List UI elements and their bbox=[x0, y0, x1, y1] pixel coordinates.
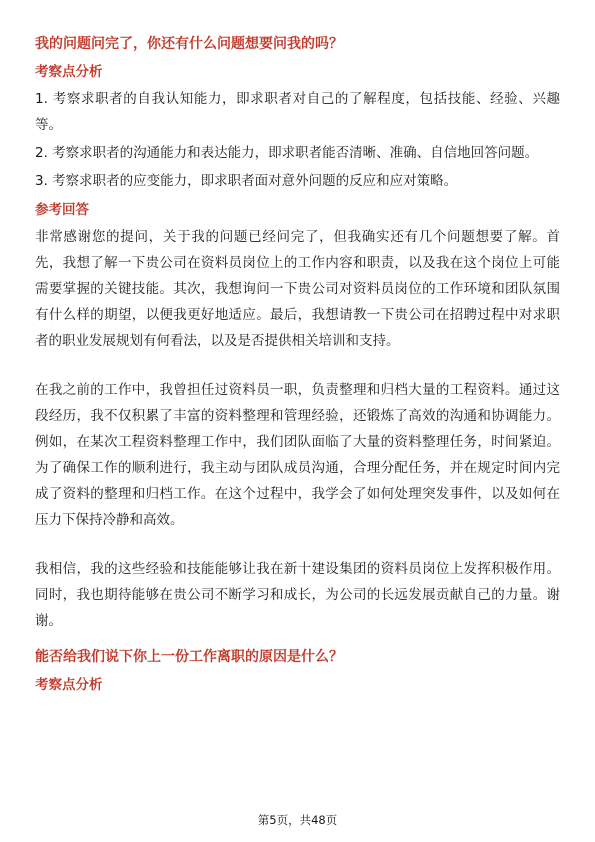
answer-paragraph: 我相信，我的这些经验和技能能够让我在新十建设集团的资料员岗位上发挥积极作用。同时，我也期待能够在贵公司不断学习和成长，为公司的长远发展贡献自己的力量。谢谢。 bbox=[35, 561, 560, 629]
question-title: 能否给我们说下你上一份工作离职的原因是什么？ bbox=[35, 649, 343, 665]
answer-paragraph: 非常感谢您的提问，关于我的问题已经问完了，但我确实还有几个问题想要了解。首先，我想了解一下贵公司在资料员岗位上的工作内容和职责，以及我在这个岗位上可能需要掌握的关键技能。其次，我想询问一下贵公司对资料员岗位的工作环境和团队氛围有什么样的期望，以便我更好地适应。最后，我想请教一下贵公司在招聘过程中对求职者的职业发展规划有何看法，以及是否提供相关培训和支持。 bbox=[35, 229, 560, 349]
answer-paragraph: 在我之前的工作中，我曾担任过资料员一职，负责整理和归档大量的工程资料。通过这段经历，我不仅积累了丰富的资料整理和管理经验，还锻炼了高效的沟通和协调能力。例如，在某次工程资料整理工作中，我们团队面临了大量的资料整理任务，时间紧迫。为了确保工作的顺利进行，我主动与团队成员沟通，合理分配任务，并在规定时间内完成了资料的整理和归档工作。在这个过程中，我学会了如何处理突发事件，以及如何在压力下保持冷静和高效。 bbox=[35, 382, 560, 528]
analysis-item: 3. 考察求职者的应变能力，即求职者面对意外问题的反应和应对策略。 bbox=[35, 173, 458, 189]
question-title: 我的问题问完了，你还有什么问题想要问我的吗？ bbox=[35, 36, 343, 52]
analysis-heading: 考察点分析 bbox=[35, 677, 103, 693]
analysis-item: 2. 考察求职者的沟通能力和表达能力，即求职者能否清晰、准确、自信地回答问题。 bbox=[35, 145, 539, 161]
analysis-item: 1. 考察求职者的自我认知能力，即求职者对自己的了解程度，包括技能、经验、兴趣等。 bbox=[35, 91, 560, 133]
answer-heading: 参考回答 bbox=[35, 202, 89, 218]
page-number: 第5页，共48页 bbox=[257, 813, 338, 827]
page-content bbox=[35, 33, 560, 699]
analysis-heading: 考察点分析 bbox=[35, 64, 103, 80]
